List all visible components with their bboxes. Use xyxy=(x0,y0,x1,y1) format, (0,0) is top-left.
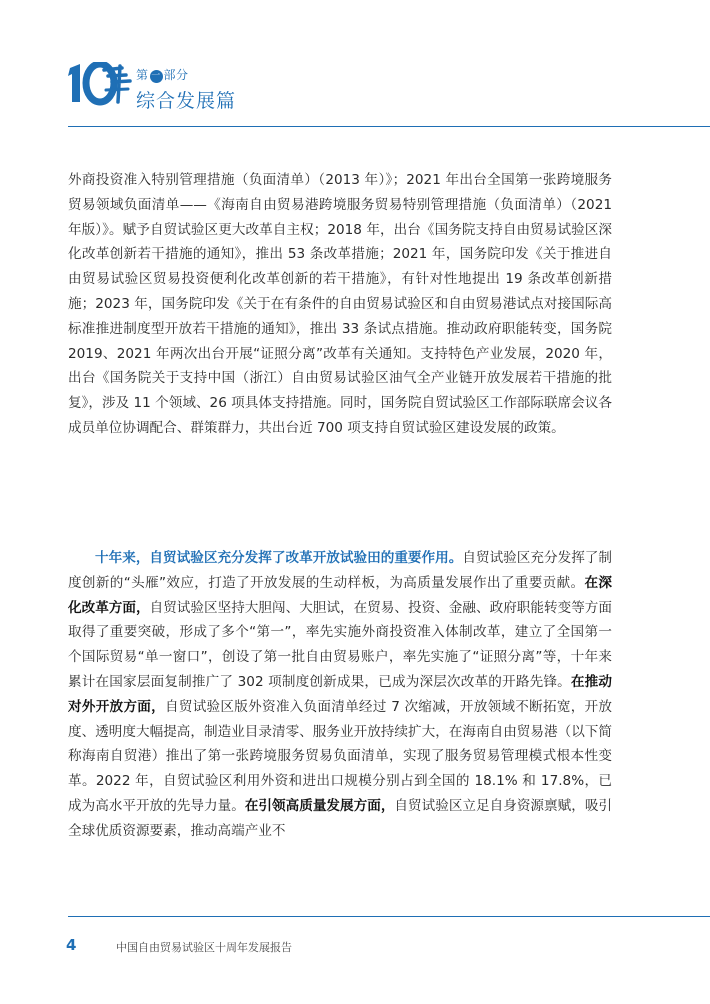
part-label xyxy=(136,66,189,83)
paragraph-text: 自贸试验区坚持大胆闯、大胆试，在贸易、投资、金融、政府职能转变等方面取得了重要突破，形成了多个“第一”，率先实施外商投资准入体制改革，建立了全国第一个国际贸易“单一窗口”，创设了第一批自由贸易账户，率先实施了“证照分离”等，十年来累计在国家层面复制推广了 302 项制度创新成果，已成为深层次改革的开路先锋。 xyxy=(68,599,613,690)
part-suffix: 部分 xyxy=(163,68,189,82)
part-number-badge: 一 xyxy=(151,71,161,81)
paragraph-text: 自贸试验区立足自身资源禀赋，吸引全球优质资源要素，推动高端产业不 xyxy=(68,797,613,839)
paragraph-text: 自贸试验区充分发挥了制度创新的“头雁”效应，打造了开放发展的生动样板，为高质量发展作出了重要贡献。 xyxy=(68,550,613,591)
paragraph-text: 自贸试验区版外资准入负面清单经过 7 次缩减，开放领域不断拓宽，开放度、透明度大幅提高，制造业目录清零、服务业开放持续扩大，在海南自由贸易港（以下简称海南自贸港）推出了第一张跨境服务贸易负面清单，实现了服务贸易管理模式根本性变革。2022 年，自贸试验区利用外资和进出口规模分别占到全国的 18.1% 和 17.8%，已成为高水平开放的先导力量。 xyxy=(68,698,612,814)
emphasis-deepen-reform: 在深化改革方面， xyxy=(68,574,612,616)
section-title: 综合发展篇 xyxy=(136,90,237,112)
emphasis-high-quality-development: 在引领高质量发展方面， xyxy=(244,797,395,814)
header-divider xyxy=(68,126,710,127)
page-number: 4 xyxy=(66,936,77,954)
emphasis-opening-up: 在推动对外开放方面， xyxy=(68,673,612,715)
footer-report-title: 中国自由贸易试验区十周年发展报告 xyxy=(116,941,292,954)
part-prefix: 第 xyxy=(136,68,149,82)
ten-year-logo xyxy=(64,62,134,106)
body-paragraph-2 xyxy=(68,546,612,844)
paragraph-lead: 十年来，自贸试验区充分发挥了改革开放试验田的重要作用。 xyxy=(95,550,463,566)
body-paragraph-1: 外商投资准入特别管理措施（负面清单）（2013 年）》；2021 年出台全国第一张跨境服务贸易领域负面清单——《海南自由贸易港跨境服务贸易特别管理措施（负面清单）（2021 年版）》。赋予自贸试验区更大改革自主权；2018 年，出台《国务院支持自由贸易试验区深化改革创新若干措施的通知》，推出 53 条改革措施；2021 年，国务院印发《关于推进自由贸易试验区贸易投资便利化改革创新的若干措施》，有针对性地提出 19 条改革创新措施；2023 年，国务院印发《关于在有条件的自由贸易试验区和自由贸易港试点对接国际高标准推进制度型开放若干措施的通知》，推出 33 条试点措施。推动政府职能转变，国务院 2019、2021 年两次出台开展“证照分离”改革有关通知。支持特色产业发展，2020 年，出台《国务院关于支持中国（浙江）自由贸易试验区油气全产业链开放发展若干措施的批复》，涉及 11 个领域、26 项具体支持措施。同时，国务院自贸试验区工作部际联席会议各成员单位协调配合、群策群力，共出台近 700 项支持自贸试验区建设发展的政策。 xyxy=(68,172,612,436)
footer-divider xyxy=(68,916,710,917)
